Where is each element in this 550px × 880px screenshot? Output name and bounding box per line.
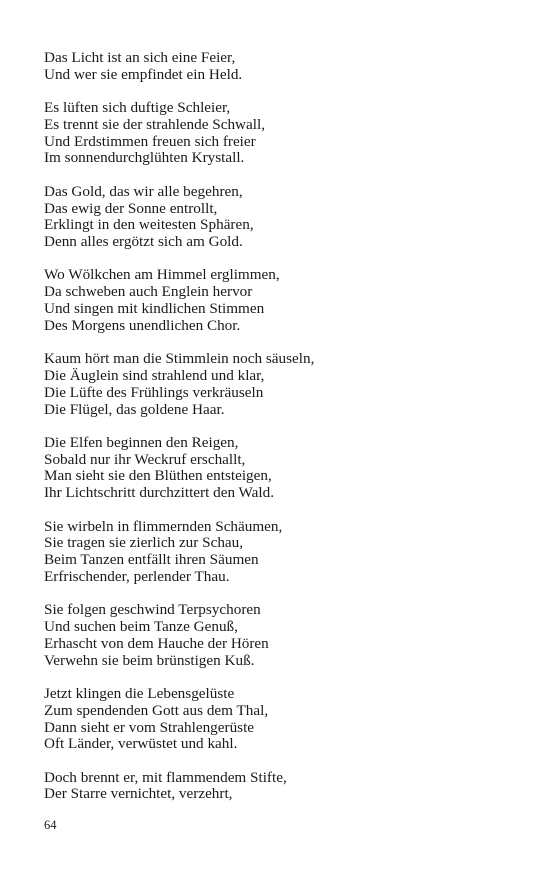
poem-line: Oft Länder, verwüstet und kahl. xyxy=(44,735,238,753)
stanza-3 xyxy=(44,184,514,251)
poem-line: Das Gold, das wir alle begehren, xyxy=(44,182,243,200)
poem-line: Die Äuglein sind strahlend und klar, xyxy=(44,366,265,384)
poem-line: Wo Wölkchen am Himmel erglimmen, xyxy=(44,266,280,284)
poem-line: Des Morgens unendlichen Chor. xyxy=(44,316,241,334)
poem-line: Und singen mit kindlichen Stimmen xyxy=(44,300,265,318)
poem-line: Die Flügel, das goldene Haar. xyxy=(44,400,225,418)
poem-line: Erhascht von dem Hauche der Hören xyxy=(44,634,269,652)
poem-line: Im sonnendurchglühten Krystall. xyxy=(44,149,245,167)
poem-line: Und suchen beim Tanze Genuß, xyxy=(44,618,238,636)
stanza-4 xyxy=(44,267,514,334)
poem-line: Das ewig der Sonne entrollt, xyxy=(44,199,218,217)
poem-line: Sie folgen geschwind Terpsychoren xyxy=(44,601,261,619)
poem-line: Erfrischender, perlender Thau. xyxy=(44,567,230,585)
poem-line: Erklingt in den weitesten Sphären, xyxy=(44,216,254,234)
poem-line: Doch brennt er, mit flammendem Stifte, xyxy=(44,768,287,786)
poem-line: Die Lüfte des Frühlings verkräuseln xyxy=(44,383,264,401)
poem-line: Beim Tanzen entfällt ihren Säumen xyxy=(44,551,259,569)
poem-line: Zum spendenden Gott aus dem Thal, xyxy=(44,701,269,719)
poem-line: Und Erdstimmen freuen sich freier xyxy=(44,132,256,150)
stanza-5 xyxy=(44,351,514,418)
stanza-7 xyxy=(44,519,514,586)
poem-line: Und wer sie empfindet ein Held. xyxy=(44,65,243,83)
poem-line: Sobald nur ihr Weckruf erschallt, xyxy=(44,450,246,468)
poem-line: Man sieht sie den Blüthen entsteigen, xyxy=(44,467,272,485)
poem-line: Kaum hört man die Stimmlein noch säuseln, xyxy=(44,350,315,368)
poem-line: Das Licht ist an sich eine Feier, xyxy=(44,49,236,66)
page-number: 64 xyxy=(44,818,57,832)
poem-line: Verwehn sie beim brünstigen Kuß. xyxy=(44,651,255,669)
stanza-10 xyxy=(44,770,514,804)
stanza-9 xyxy=(44,686,514,753)
poem-line: Der Starre vernichtet, verzehrt, xyxy=(44,785,233,803)
poem-line: Die Elfen beginnen den Reigen, xyxy=(44,433,239,451)
poem-text xyxy=(44,50,514,820)
poem-line: Es lüften sich duftige Schleier, xyxy=(44,99,231,117)
poem-line: Da schweben auch Englein hervor xyxy=(44,283,253,301)
stanza-1 xyxy=(44,50,514,84)
poem-line: Sie tragen sie zierlich zur Schau, xyxy=(44,534,244,552)
poem-line: Dann sieht er vom Strahlengerüste xyxy=(44,718,255,736)
poem-line: Es trennt sie der strahlende Schwall, xyxy=(44,115,265,133)
stanza-8 xyxy=(44,602,514,669)
stanza-6 xyxy=(44,435,514,502)
poem-line: Jetzt klingen die Lebensgelüste xyxy=(44,684,235,702)
stanza-2 xyxy=(44,100,514,167)
poem-line: Ihr Lichtschritt durchzittert den Wald. xyxy=(44,484,275,502)
poem-line: Denn alles ergötzt sich am Gold. xyxy=(44,233,243,251)
poem-line: Sie wirbeln in flimmernden Schäumen, xyxy=(44,517,283,535)
